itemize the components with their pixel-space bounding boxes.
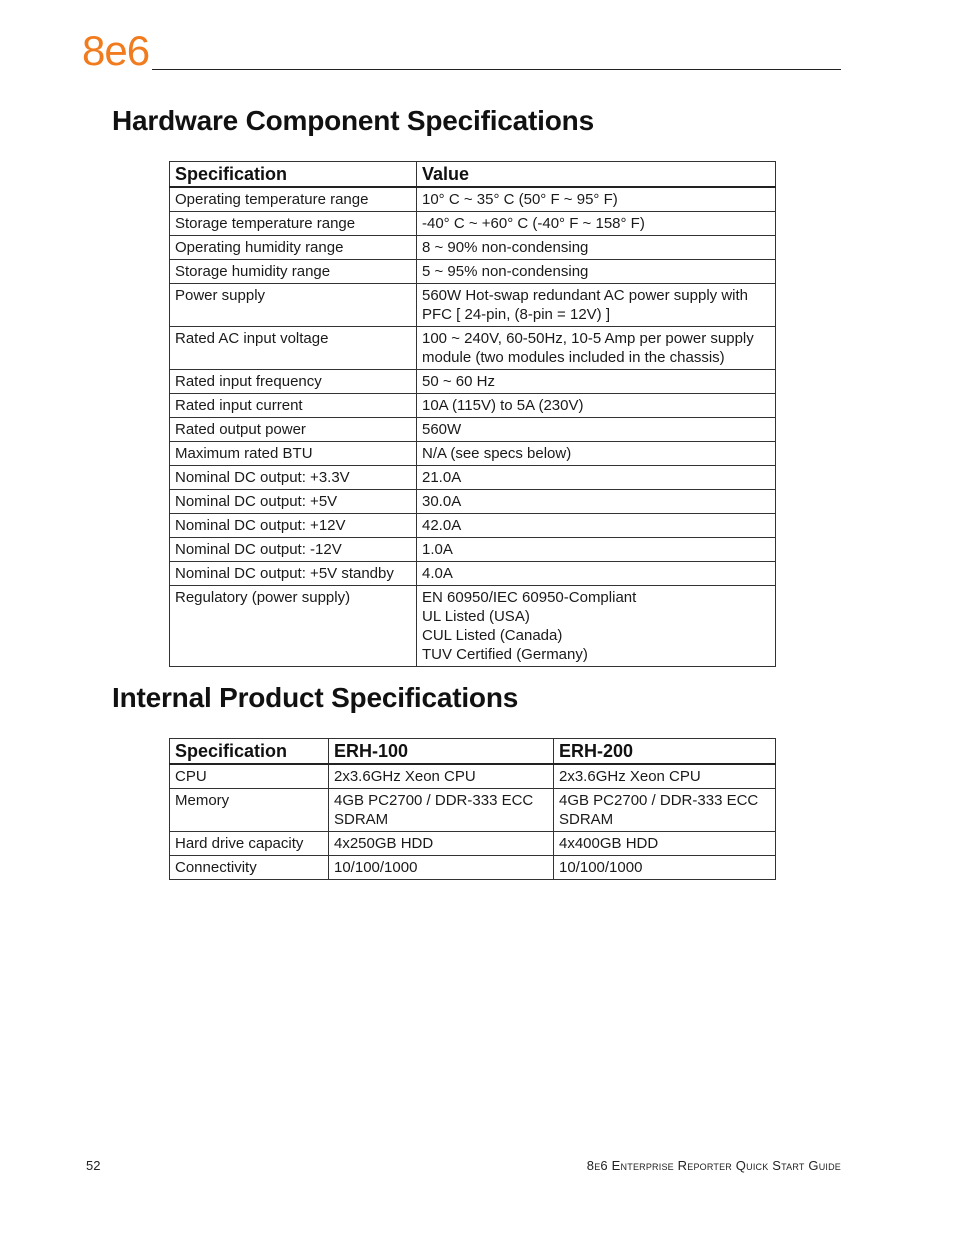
value-cell-line: 560W — [422, 421, 462, 438]
column-header-specification: Specification — [170, 162, 417, 188]
hardware-section-title: Hardware Component Specifications — [112, 105, 594, 136]
erh-200-cell-line: 4x400GB HDD — [559, 835, 659, 852]
value-cell — [417, 212, 776, 236]
value-cell — [417, 187, 776, 212]
value-cell — [417, 394, 776, 418]
hardware-table-body — [170, 187, 776, 667]
value-cell-line: N/A (see specs below) — [422, 445, 572, 462]
value-cell-line: 42.0A — [422, 517, 462, 534]
value-cell-line: 4.0A — [422, 565, 453, 582]
internal-table-body — [170, 764, 776, 880]
value-cell — [417, 442, 776, 466]
value-cell — [417, 586, 776, 667]
erh-100-cell — [329, 789, 554, 832]
table-row — [170, 370, 776, 394]
brand-logo: 8e6 — [82, 27, 150, 74]
spec-cell: Rated input frequency — [170, 370, 417, 394]
hardware-spec-table — [169, 161, 776, 667]
spec-cell: CPU — [170, 764, 329, 789]
value-cell — [417, 466, 776, 490]
value-cell — [417, 490, 776, 514]
erh-100-cell-line: 10/100/1000 — [334, 859, 418, 876]
erh-200-cell-line: 10/100/1000 — [559, 859, 643, 876]
column-header-value: Value — [417, 162, 776, 188]
table-header-row — [170, 162, 776, 188]
erh-100-cell — [329, 856, 554, 880]
value-cell-line: 30.0A — [422, 493, 462, 510]
spec-cell: Storage temperature range — [170, 212, 417, 236]
table-row — [170, 394, 776, 418]
erh-100-cell-line: 4GB PC2700 / DDR-333 ECC — [334, 792, 534, 809]
table-row — [170, 284, 776, 327]
value-cell-line: TUV Certified (Germany) — [422, 646, 588, 663]
column-header-erh-200: ERH-200 — [554, 739, 776, 765]
value-cell-line: -40° C ~ +60° C (-40° F ~ 158° F) — [422, 215, 645, 232]
spec-cell: Memory — [170, 789, 329, 832]
table-row — [170, 789, 776, 832]
spec-cell: Operating humidity range — [170, 236, 417, 260]
table-row — [170, 418, 776, 442]
erh-200-cell-line: SDRAM — [559, 811, 614, 828]
spec-cell: Nominal DC output: -12V — [170, 538, 417, 562]
spec-cell: Nominal DC output: +12V — [170, 514, 417, 538]
erh-200-cell-line: 2x3.6GHz Xeon CPU — [559, 768, 701, 785]
erh-200-cell — [554, 764, 776, 789]
value-cell-line: PFC [ 24-pin, (8-pin = 12V) ] — [422, 306, 610, 323]
value-cell — [417, 260, 776, 284]
table-row — [170, 586, 776, 667]
value-cell-line: 50 ~ 60 Hz — [422, 373, 495, 390]
spec-cell: Connectivity — [170, 856, 329, 880]
spec-cell: Rated AC input voltage — [170, 327, 417, 370]
spec-cell: Nominal DC output: +5V standby — [170, 562, 417, 586]
spec-cell: Maximum rated BTU — [170, 442, 417, 466]
value-cell-line: 21.0A — [422, 469, 462, 486]
table-row — [170, 764, 776, 789]
value-cell-line: module (two modules included in the chassis) — [422, 349, 725, 366]
value-cell-line: 8 ~ 90% non-condensing — [422, 239, 589, 256]
erh-100-cell — [329, 832, 554, 856]
spec-cell: Operating temperature range — [170, 187, 417, 212]
table-row — [170, 187, 776, 212]
value-cell — [417, 514, 776, 538]
table-row — [170, 856, 776, 880]
table-row — [170, 490, 776, 514]
internal-spec-table — [169, 738, 776, 880]
value-cell — [417, 327, 776, 370]
spec-cell: Storage humidity range — [170, 260, 417, 284]
value-cell — [417, 562, 776, 586]
erh-200-cell — [554, 856, 776, 880]
spec-cell: Nominal DC output: +5V — [170, 490, 417, 514]
table-row — [170, 212, 776, 236]
value-cell-line: 100 ~ 240V, 60-50Hz, 10-5 Amp per power supply — [422, 330, 754, 347]
erh-200-cell — [554, 832, 776, 856]
table-row — [170, 832, 776, 856]
column-header-erh-100: ERH-100 — [329, 739, 554, 765]
erh-100-cell-line: SDRAM — [334, 811, 389, 828]
spec-cell: Power supply — [170, 284, 417, 327]
spec-cell: Hard drive capacity — [170, 832, 329, 856]
table-row — [170, 236, 776, 260]
column-header-specification: Specification — [170, 739, 329, 765]
footer-guide-title: 8e6 Enterprise Reporter Quick Start Guide — [586, 1158, 841, 1173]
value-cell-line: EN 60950/IEC 60950-Compliant — [422, 589, 637, 606]
spec-cell: Regulatory (power supply) — [170, 586, 417, 667]
spec-cell: Nominal DC output: +3.3V — [170, 466, 417, 490]
erh-100-cell-line: 2x3.6GHz Xeon CPU — [334, 768, 476, 785]
value-cell-line: 560W Hot-swap redundant AC power supply with — [422, 287, 749, 304]
table-row — [170, 538, 776, 562]
value-cell-line: 5 ~ 95% non-condensing — [422, 263, 589, 280]
value-cell — [417, 538, 776, 562]
table-row — [170, 514, 776, 538]
value-cell-line: 10A (115V) to 5A (230V) — [422, 397, 584, 414]
table-row — [170, 466, 776, 490]
table-row — [170, 442, 776, 466]
header-rule — [152, 69, 841, 70]
value-cell — [417, 370, 776, 394]
value-cell-line: CUL Listed (Canada) — [422, 627, 563, 644]
erh-200-cell-line: 4GB PC2700 / DDR-333 ECC — [559, 792, 759, 809]
value-cell-line: 1.0A — [422, 541, 453, 558]
erh-100-cell — [329, 764, 554, 789]
value-cell — [417, 418, 776, 442]
value-cell — [417, 236, 776, 260]
table-header-row — [170, 739, 776, 765]
value-cell-line: UL Listed (USA) — [422, 608, 530, 625]
value-cell-line: 10° C ~ 35° C (50° F ~ 95° F) — [422, 191, 618, 208]
erh-200-cell — [554, 789, 776, 832]
value-cell — [417, 284, 776, 327]
internal-section-title: Internal Product Specifications — [112, 682, 519, 713]
table-row — [170, 327, 776, 370]
spec-cell: Rated input current — [170, 394, 417, 418]
table-row — [170, 260, 776, 284]
spec-cell: Rated output power — [170, 418, 417, 442]
page-number: 52 — [86, 1158, 101, 1173]
table-row — [170, 562, 776, 586]
erh-100-cell-line: 4x250GB HDD — [334, 835, 434, 852]
